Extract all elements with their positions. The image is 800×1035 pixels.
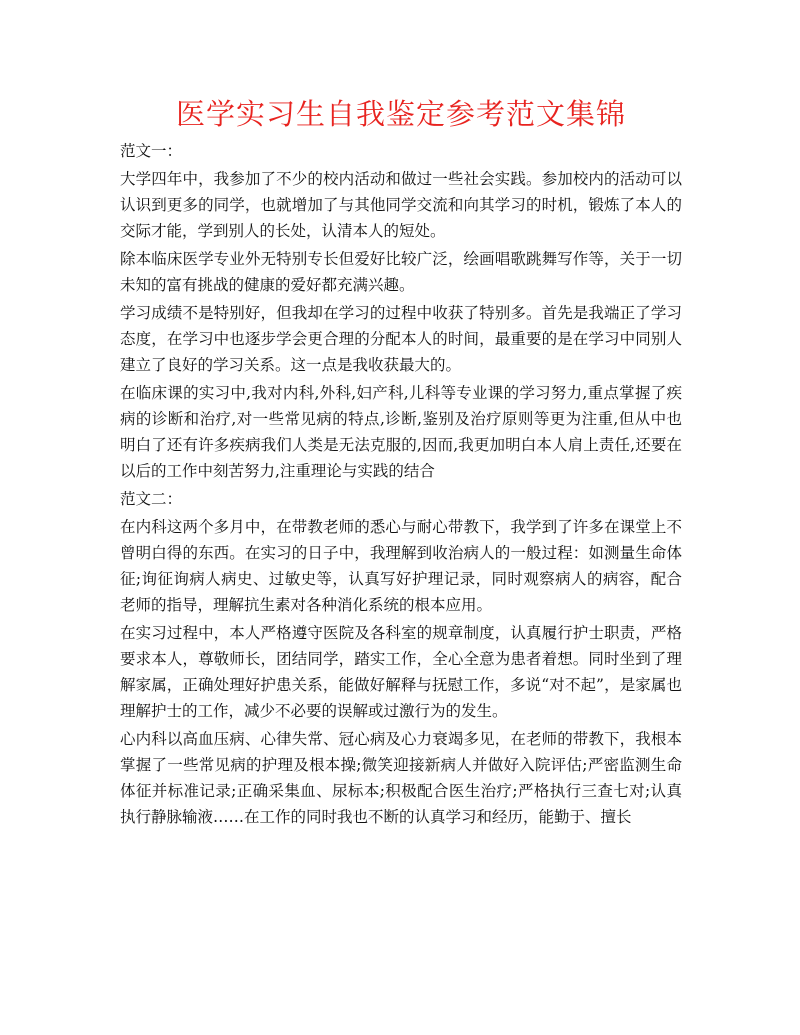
paragraph-1: 大学四年中，我参加了不少的校内活动和做过一些社会实践。参加校内的活动可以认识到更多的同学，也就增加了与其他同学交流和向其学习的时机，锻炼了本人的交际才能，学到别人的长处，认清本人的短处。 <box>120 170 682 240</box>
paragraph-2: 除本临床医学专业外无特别专长但爱好比较广泛，绘画唱歌跳舞写作等，关于一切未知的富有挑战的健康的爱好都充满兴趣。 <box>120 250 682 294</box>
paragraph-7: 心内科以高血压病、心律失常、冠心病及心力衰竭多见，在老师的带教下，我根本掌握了一些常见病的护理及根本操;微笑迎接新病人并做好入院评估;严密监测生命体征并标准记录;正确采集血、尿标本;积极配合医生治疗;严格执行三查七对;认真执行静脉输液……在工作的同时我也不断的认真学习和经历，能勤于、擅长 <box>120 730 682 826</box>
paragraph-3: 学习成绩不是特别好，但我却在学习的过程中收获了特别多。首先是我端正了学习态度，在学习中也逐步学会更合理的分配本人的时间，最重要的是在学习中同别人建立了良好的学习关系。这一点是我收获最大的。 <box>120 304 682 374</box>
paragraph-5: 在内科这两个多月中，在带教老师的悉心与耐心带教下，我学到了许多在课堂上不曾明白得的东西。在实习的日子中，我理解到收治病人的一般过程：如测量生命体征;询征询病人病史、过敏史等，认真写好护理记录，同时观察病人的病容，配合老师的指导，理解抗生素对各种消化系统的根本应用。 <box>120 518 682 614</box>
section-label-2: 范文二： <box>120 490 183 508</box>
document-title: 医学实习生自我鉴定参考范文集锦 <box>175 97 626 131</box>
section-label-1: 范文一： <box>120 142 183 160</box>
paragraph-6: 在实习过程中，本人严格遵守医院及各科室的规章制度，认真履行护士职责，严格要求本人，尊敬师长，团结同学，踏实工作，全心全意为患者着想。同时坐到了理解家属，正确处理好护患关系，能做好解释与抚慰工作，多说“对不起”，是家属也理解护士的工作，减少不必要的误解或过激行为的发生。 <box>120 624 682 720</box>
paragraph-4: 在临床课的实习中,我对内科,外科,妇产科,儿科等专业课的学习努力,重点掌握了疾病的诊断和治疗,对一些常见病的特点,诊断,鉴别及治疗原则等更为注重,但从中也明白了还有许多疾病我们人类是无法克服的,因而,我更加明白本人肩上责任,还要在以后的工作中刻苦努力,注重理论与实践的结合 <box>120 384 682 480</box>
